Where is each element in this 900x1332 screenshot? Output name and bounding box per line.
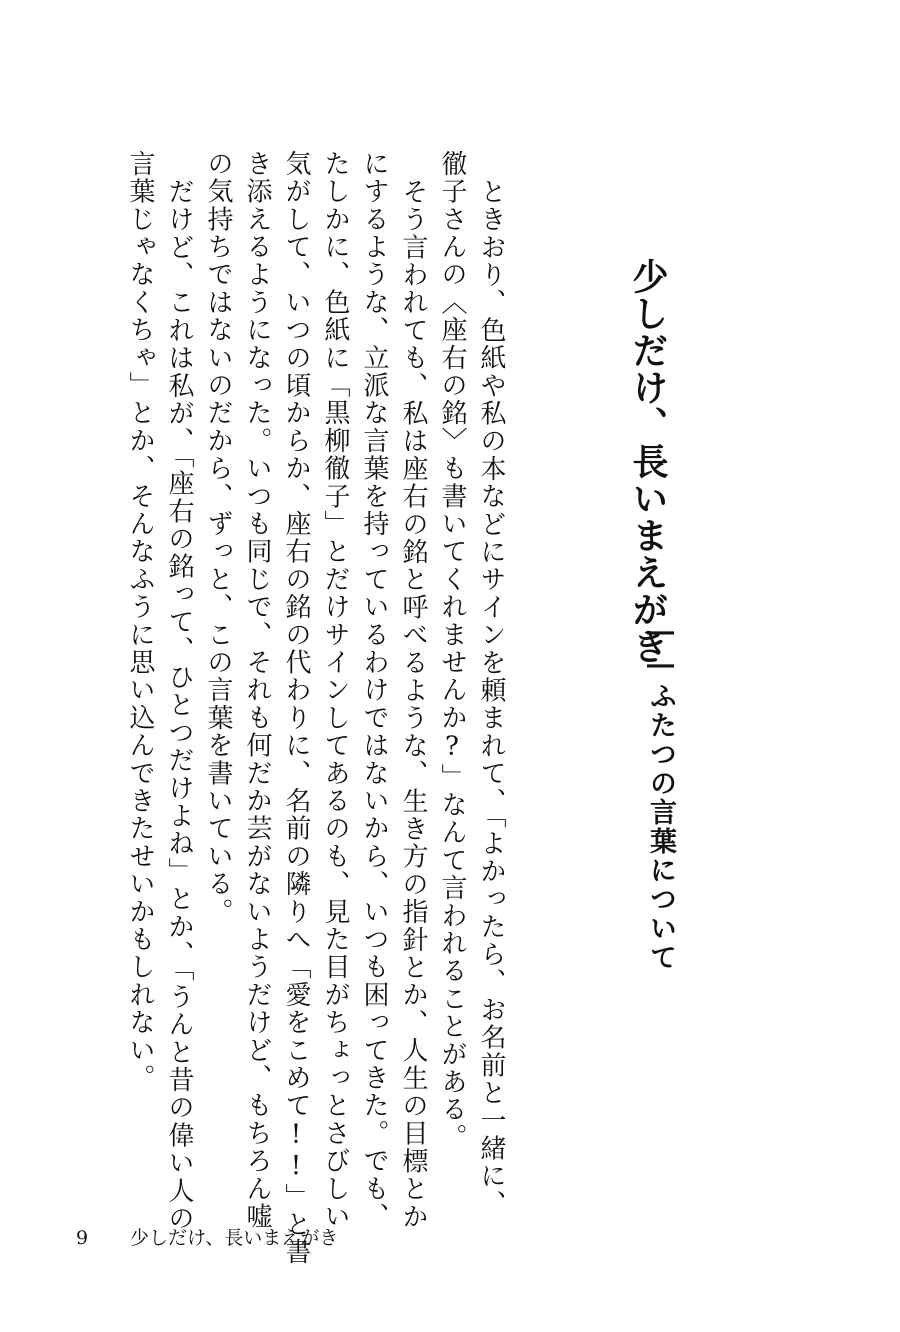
chapter-title: 少しだけ、長いまえがき bbox=[627, 258, 669, 665]
body-line: そう言われても、私は座右の銘と呼べるような、生き方の指針とか、人生の目標とか bbox=[398, 178, 428, 1231]
body-line: だけど、これは私が、「座右の銘って、ひとつだけよね」とか、「うんと昔の偉い人の bbox=[164, 178, 194, 1233]
page-footer bbox=[76, 1226, 338, 1250]
body-line: 気がして、いつの頃からか、座右の銘の代わりに、名前の隣りへ「愛をこめて!!」と書 bbox=[281, 150, 311, 1266]
body-line: たしかに、色紙に「黒柳徹子」とだけサインしてあるのも、見た目がちょっとさびしい bbox=[320, 150, 350, 1231]
body-line: き添えるようになった。いつも同じで、それも何だか芸がないようだけど、もちろん嘘 bbox=[242, 150, 272, 1231]
body-line: ときおり、色紙や私の本などにサインを頼まれて、「よかったら、お名前と一緒に、 bbox=[476, 178, 506, 1218]
page-number: 9 bbox=[76, 1227, 89, 1249]
running-title: 少しだけ、長いまえがき bbox=[130, 1227, 339, 1249]
body-line: 言葉じゃなくちゃ」とか、そんなふうに思い込んできたせいかもしれない。 bbox=[125, 150, 155, 1092]
body-line: 徹子さんの〈座右の銘〉も書いてくれませんか?」なんて言われることがある。 bbox=[437, 150, 467, 1152]
chapter-subtitle: ――ふたつの言葉について bbox=[645, 616, 676, 972]
body-line: の気持ちではないのだから、ずっと、この言葉を書いている。 bbox=[203, 150, 233, 926]
body-line: にするような、立派な言葉を持っているわけではないから、いつも困ってきた。でも、 bbox=[359, 150, 389, 1231]
